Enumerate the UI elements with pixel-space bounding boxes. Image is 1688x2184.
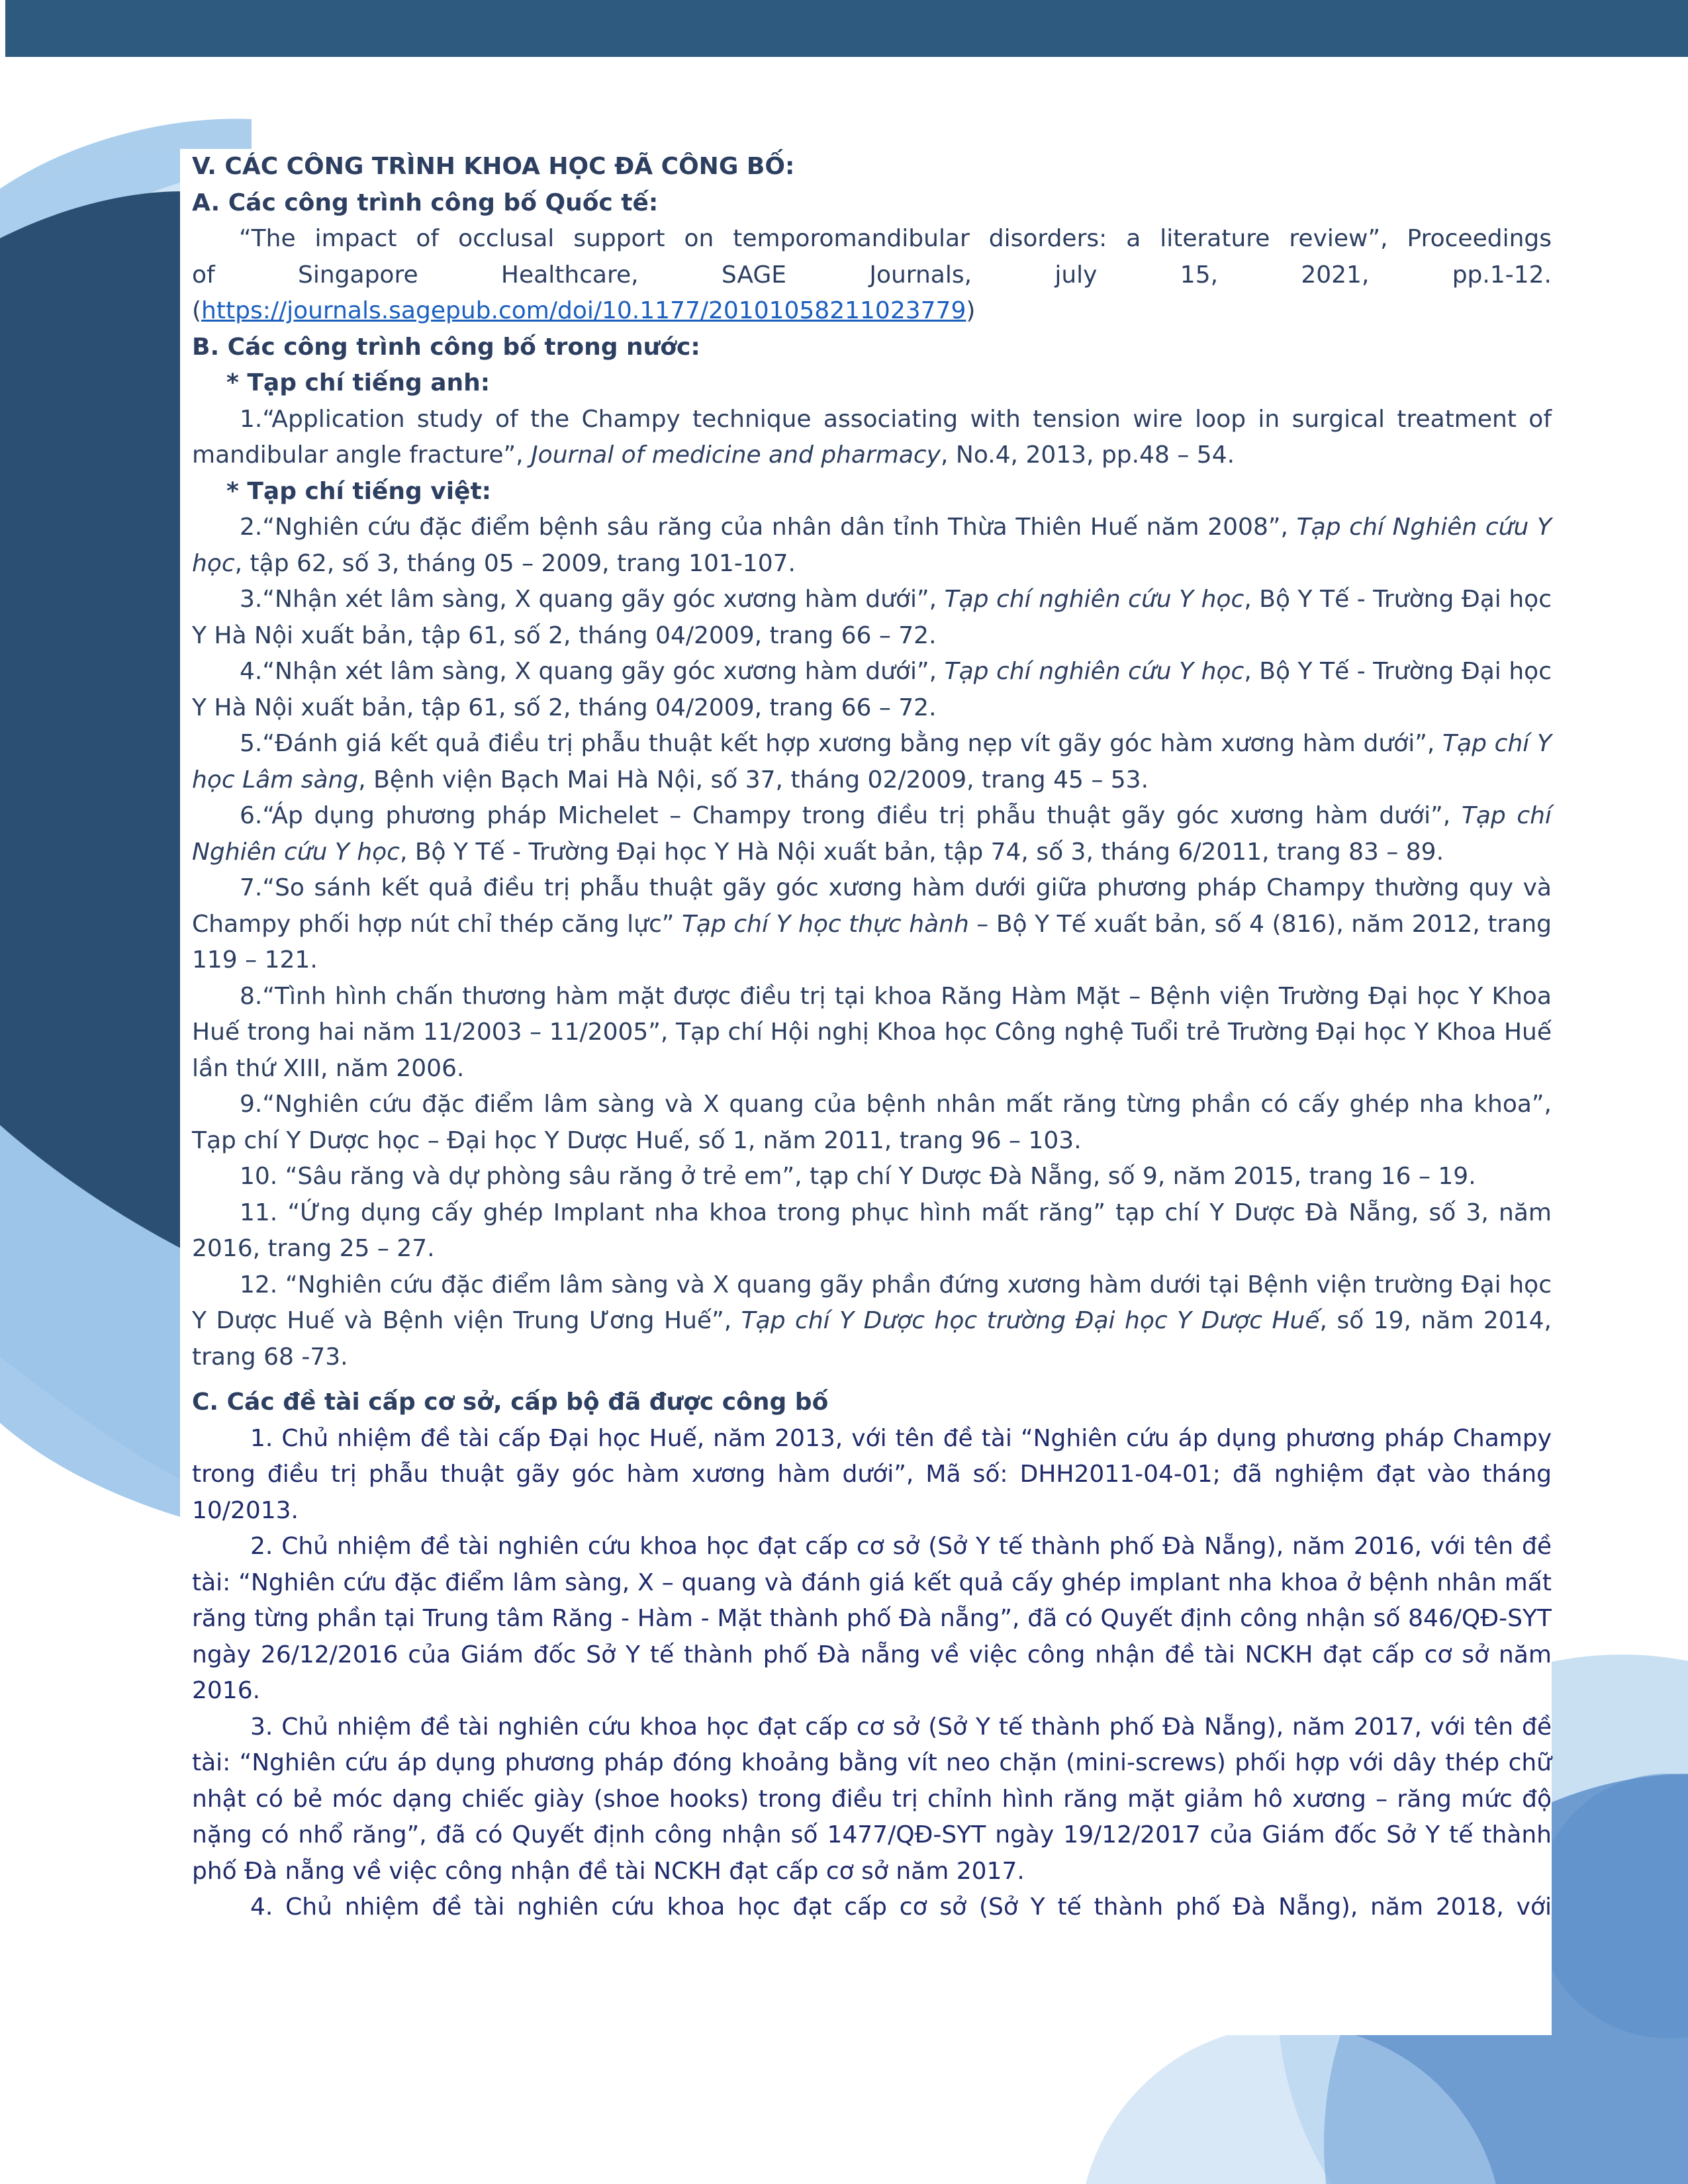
item-number: 3.: [240, 586, 263, 613]
item-text: “Nhận xét lâm sàng, X quang gãy góc xương hàm dưới”,: [262, 586, 945, 613]
list-item: [192, 1267, 1552, 1376]
document-body: [180, 149, 1552, 2035]
intl-paper-link-line: [192, 293, 1552, 330]
list-item: [192, 1159, 1552, 1195]
list-item: [192, 979, 1552, 1087]
item-journal: Tạp chí nghiên cứu Y học: [944, 586, 1244, 613]
close-paren: ): [966, 297, 976, 324]
left-dark-disk: [0, 191, 202, 1257]
item-number: 4.: [240, 658, 263, 685]
list-item: [192, 510, 1552, 582]
item-journal: Tạp chí nghiên cứu Y học: [944, 658, 1244, 685]
item-journal: Tạp chí Y học Lâm sàng: [192, 730, 1552, 794]
item-number: 12.: [240, 1271, 278, 1298]
item-details: , Bộ Y Tế - Trường Đại học Y Hà Nội xuất bản, tập 61, số 2, tháng 04/2009, trang 66 – 72.: [192, 586, 1552, 649]
item-number: 11.: [240, 1199, 278, 1226]
section-c-heading: C. Các đề tài cấp cơ sở, cấp bộ đã được công bố: [192, 1388, 829, 1416]
list-item: [192, 1087, 1552, 1159]
project-item: 4. Chủ nhiệm đề tài nghiên cứu khoa học đạt cấp cơ sở (Sở Y tế thành phố Đà Nẵng), năm 2018, với: [250, 1893, 1552, 1921]
item-details: , No.4, 2013, pp.48 – 54.: [941, 441, 1235, 469]
list-item: [192, 798, 1552, 870]
list-item: [192, 726, 1552, 798]
item-text: “Ứng dụng cấy ghép Implant nha khoa trong phục hình mất răng” tạp chí Y Dược Đà Nẵng, số 3, năm 2016, trang 25 – 27.: [192, 1199, 1552, 1262]
item-text: “Nghiên cứu đặc điểm bệnh sâu răng của nhân dân tỉnh Thừa Thiên Huế năm 2008”,: [262, 514, 1297, 541]
item-journal: Tạp chí Y Dược học trường Đại học Y Dược Huế: [741, 1307, 1320, 1334]
project-item: 3. Chủ nhiệm đề tài nghiên cứu khoa học đạt cấp cơ sở (Sở Y tế thành phố Đà Nẵng), năm 2017, với tên đề tài: “Nghiên cứu áp dụng phương pháp đóng khoảng bằng vít neo chặn (mini-screws) phối hợp với dây thép chữ nhật có bẻ móc dạng chiếc giày (shoe hooks) trong điều trị chỉnh hình răng mặt giảm hô xương – răng mức độ nặng có nhổ răng”, đã có Quyết định công nhận số 1477/QĐ-SYT ngày 19/12/2017 của Giám đốc Sở Y tế thành phố Đà nẵng về việc công nhận đề tài NCKH đạt cấp cơ sở năm 2017.: [192, 1713, 1552, 1885]
item-details: , số 19, năm 2014, trang 68 -73.: [192, 1307, 1552, 1371]
english-journal-subheading: * Tạp chí tiếng anh:: [226, 369, 491, 396]
header-band: [5, 0, 1688, 57]
list-item: [192, 870, 1552, 979]
item-text: “Tình hình chấn thương hàm mặt được điều trị tại khoa Răng Hàm Mặt – Bệnh viện Trường Đại học Y Khoa Huế trong hai năm 11/2003 – 11/2005”, Tạp chí Hội nghị Khoa học Công nghệ Tuổi trẻ Trường Đại học Y Khoa Huế lần thứ XIII, năm 2006.: [192, 982, 1552, 1082]
section-b-heading: B. Các công trình công bố trong nước:: [192, 333, 700, 361]
item-text: “Sâu răng và dự phòng sâu răng ở trẻ em”, tạp chí Y Dược Đà Nẵng, số 9, năm 2015, trang 16 – 19.: [277, 1163, 1476, 1190]
item-number: 2.: [240, 514, 263, 541]
item-number: 10.: [240, 1163, 278, 1190]
project-item: 2. Chủ nhiệm đề tài nghiên cứu khoa học đạt cấp cơ sở (Sở Y tế thành phố Đà Nẵng), năm 2016, với tên đề tài: “Nghiên cứu đặc điểm lâm sàng, X – quang và đánh giá kết quả cấy ghép implant nha khoa ở bệnh nhân mất răng từng phần tại Trung tâm Răng - Hàm - Mặt thành phố Đà nẵng”, đã có Quyết định công nhận số 846/QĐ-SYT ngày 26/12/2016 của Giám đốc Sở Y tế thành phố Đà nẵng về việc công nhận đề tài NCKH đạt cấp cơ sở năm 2016.: [192, 1533, 1552, 1704]
section-a-heading: A. Các công trình công bố Quốc tế:: [192, 189, 659, 216]
item-journal: Tạp chí Nghiên cứu Y học: [192, 802, 1552, 866]
item-text: “Áp dụng phương pháp Michelet – Champy trong điều trị phẫu thuật gãy góc xương hàm dưới”,: [262, 802, 1462, 829]
list-item: [192, 1195, 1552, 1267]
intl-paper-line-1: “The impact of occlusal support on temporomandibular disorders: a literature review”, Proceedings: [239, 225, 1552, 252]
item-details: , Bộ Y Tế - Trường Đại học Y Hà Nội xuất bản, tập 61, số 2, tháng 04/2009, trang 66 – 72.: [192, 658, 1552, 721]
list-item: [192, 654, 1552, 726]
item-text: “Nghiên cứu đặc điểm lâm sàng và X quang gãy phần đứng xương hàm dưới tại Bệnh viện trường Đại học Y Dược Huế và Bệnh viện Trung Ương Huế”,: [192, 1271, 1552, 1334]
section-v-heading: V. CÁC CÔNG TRÌNH KHOA HỌC ĐÃ CÔNG BỐ:: [192, 153, 795, 180]
item-details: , tập 62, số 3, tháng 05 – 2009, trang 101-107.: [234, 549, 796, 577]
list-item: [192, 582, 1552, 654]
item-number: 8.: [240, 982, 263, 1010]
item-journal: Tạp chí Nghiên cứu Y học: [192, 514, 1552, 577]
intl-paper-line-2: of Singapore Healthcare, SAGE Journals, july 15, 2021, pp.1-12.: [192, 261, 1552, 289]
doi-link[interactable]: https://journals.sagepub.com/doi/10.1177/20101058211023779: [201, 297, 966, 324]
item-number: 9.: [240, 1091, 263, 1118]
open-paren: (: [192, 297, 202, 324]
item-number: 5.: [240, 730, 263, 757]
vietnamese-journal-subheading: * Tạp chí tiếng việt:: [226, 477, 492, 505]
item-journal: Tạp chí Y học thực hành: [681, 910, 969, 938]
item-details: , Bộ Y Tế - Trường Đại học Y Hà Nội xuất bản, tập 74, số 3, tháng 6/2011, trang 83 – 89.: [399, 838, 1444, 866]
item-number: 7.: [240, 874, 263, 901]
item-details: – Bộ Y Tế xuất bản, số 4 (816), năm 2012, trang 119 – 121.: [192, 910, 1552, 974]
list-item: [192, 402, 1552, 474]
item-journal: Journal of medicine and pharmacy: [531, 441, 941, 469]
item-text: “Nhận xét lâm sàng, X quang gãy góc xương hàm dưới”,: [262, 658, 945, 685]
item-text: “So sánh kết quả điều trị phẫu thuật gãy góc xương hàm dưới giữa phương pháp Champy thường quy và Champy phối hợp nút chỉ thép căng lực”: [192, 874, 1552, 938]
item-text: “Nghiên cứu đặc điểm lâm sàng và X quang của bệnh nhân mất răng từng phần có cấy ghép nha khoa”, Tạp chí Y Dược học – Đại học Y Dược Huế, số 1, năm 2011, trang 96 – 103.: [192, 1091, 1552, 1154]
item-number: 1.: [240, 405, 263, 433]
item-text: “Đánh giá kết quả điều trị phẫu thuật kết hợp xương bằng nẹp vít gãy góc hàm xương hàm dưới”,: [262, 730, 1443, 757]
item-details: , Bệnh viện Bạch Mai Hà Nội, số 37, tháng 02/2009, trang 45 – 53.: [358, 766, 1149, 794]
item-number: 6.: [240, 802, 263, 829]
item-text: “Application study of the Champy technique associating with tension wire loop in surgical treatment of mandibular angle fracture”,: [192, 405, 1552, 469]
project-item: 1. Chủ nhiệm đề tài cấp Đại học Huế, năm 2013, với tên đề tài “Nghiên cứu áp dụng phương pháp Champy trong điều trị phẫu thuật gãy góc hàm xương hàm dưới”, Mã số: DHH2011-04-01; đã nghiệm đạt vào tháng 10/2013.: [192, 1424, 1552, 1524]
